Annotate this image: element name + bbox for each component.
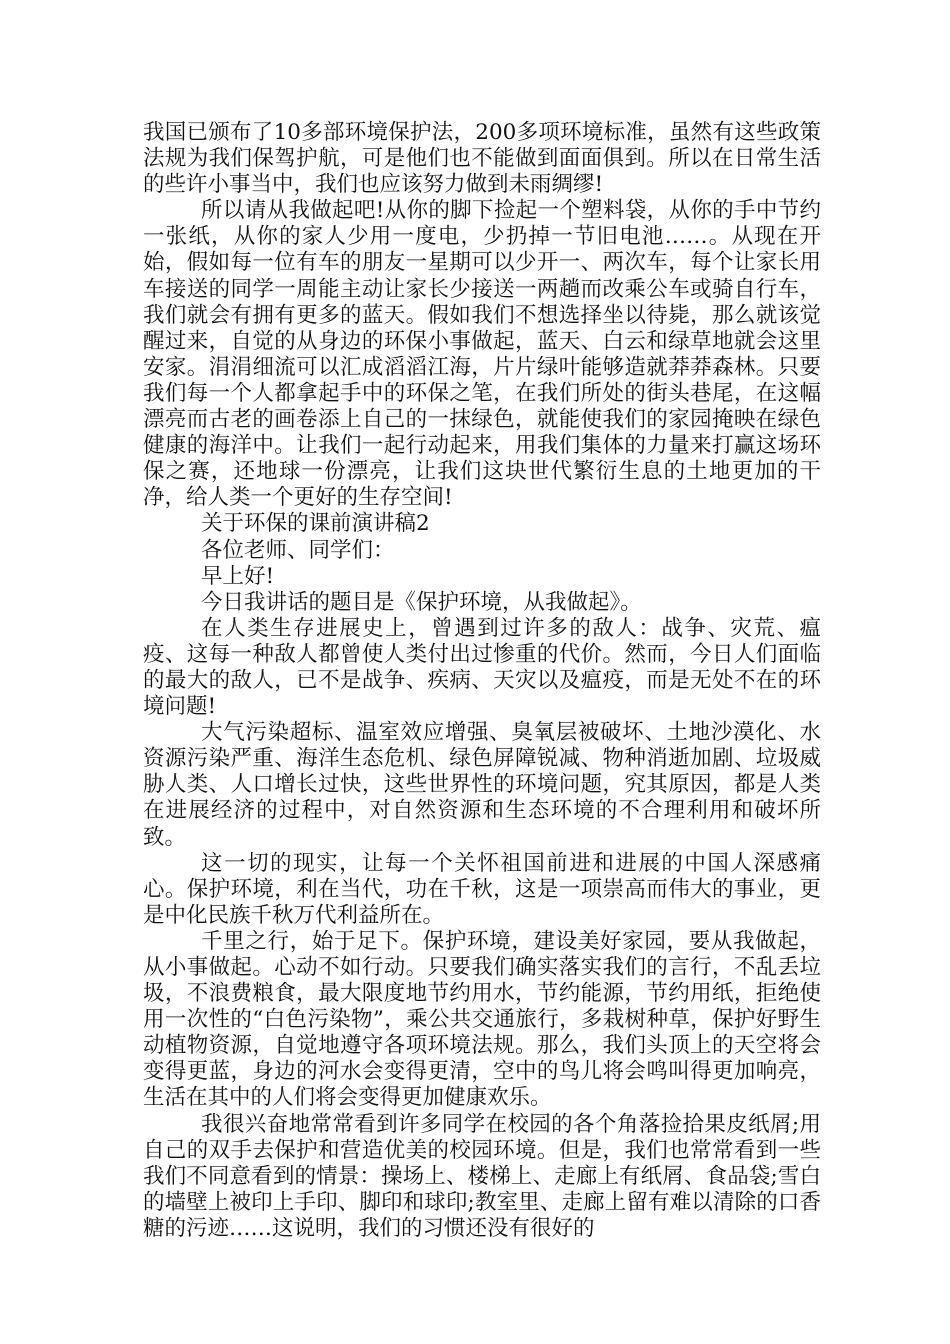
- document-body: [143, 120, 821, 1242]
- speech-title: 关于环保的课前演讲稿2: [201, 511, 430, 537]
- paragraph: 今日我讲话的题目是《保护环境，从我做起》。: [201, 589, 642, 615]
- paragraph: 在人类生存进展史上，曾遇到过许多的敌人：战争、灾荒、瘟疫、这每一种敌人都曾使人类付出过惨重的代价。然而，今日人们面临的最大的敌人，已不是战争、疾病、天灾以及瘟疫，而是无处不在的环境问题!: [143, 615, 821, 720]
- greeting: 早上好!: [201, 563, 275, 589]
- paragraph: 所以请从我做起吧!从你的脚下捡起一个塑料袋，从你的手中节约一张纸，从你的家人少用一度电，少扔掉一节旧电池……。从现在开始，假如每一位有车的朋友一星期可以少开一、两次车，每个让家长用车接送的同学一周能主动让家长少接送一两趟而改乘公车或骑自行车，我们就会有拥有更多的蓝天。假如我们不想选择坐以待毙，那么就该觉醒过来，自觉的从身边的环保小事做起，蓝天、白云和绿草地就会这里安家。涓涓细流可以汇成滔滔江海，片片绿叶能够造就莽莽森林。只要我们每一个人都拿起手中的环保之笔，在我们所处的街头巷尾，在这幅漂亮而古老的画卷添上自己的一抹绿色，就能使我们的家园掩映在绿色健康的海洋中。让我们一起行动起来，用我们集体的力量来打赢这场环保之赛，还地球一份漂亮，让我们这块世代繁衍生息的土地更加的干净，给人类一个更好的生存空间!: [143, 198, 821, 511]
- salutation: 各位老师、同学们：: [201, 537, 395, 563]
- paragraph-continuation: 我国已颁布了10多部环境保护法，200多项环境标准，虽然有这些政策法规为我们保驾护航，可是他们也不能做到面面俱到。所以在日常生活的些许小事当中，我们也应该努力做到未雨绸缪!: [143, 120, 821, 198]
- paragraph: 这一切的现实，让每一个关怀祖国前进和进展的中国人深感痛心。保护环境，利在当代，功在千秋，这是一项崇高而伟大的事业，更是中化民族千秋万代利益所在。: [143, 850, 821, 928]
- paragraph: 大气污染超标、温室效应增强、臭氧层被破坏、土地沙漠化、水资源污染严重、海洋生态危机、绿色屏障锐减、物种消逝加剧、垃圾威胁人类、人口增长过快，这些世界性的环境问题，究其原因，都是人类在进展经济的过程中，对自然资源和生态环境的不合理利用和破坏所致。: [143, 720, 821, 850]
- paragraph: 我很兴奋地常常看到许多同学在校园的各个角落捡拾果皮纸屑;用自己的双手去保护和营造优美的校园环境。但是，我们也常常看到一些我们不同意看到的情景：操场上、楼梯上、走廊上有纸屑、食品袋;雪白的墙壁上被印上手印、脚印和球印;教室里、走廊上留有难以清除的口香糖的污迹……这说明，我们的习惯还没有很好的: [143, 1111, 821, 1241]
- paragraph: 千里之行，始于足下。保护环境，建设美好家园，要从我做起，从小事做起。心动不如行动。只要我们确实落实我们的言行，不乱丢垃圾，不浪费粮食，最大限度地节约用水，节约能源，节约用纸，拒绝使用一次性的“白色污染物”，乘公共交通旅行，多栽树种草，保护好野生动植物资源，自觉地遵守各项环境法规。那么，我们头顶上的天空将会变得更蓝，身边的河水会变得更清，空中的鸟儿将会鸣叫得更加响亮，生活在其中的人们将会变得更加健康欢乐。: [143, 928, 821, 1111]
